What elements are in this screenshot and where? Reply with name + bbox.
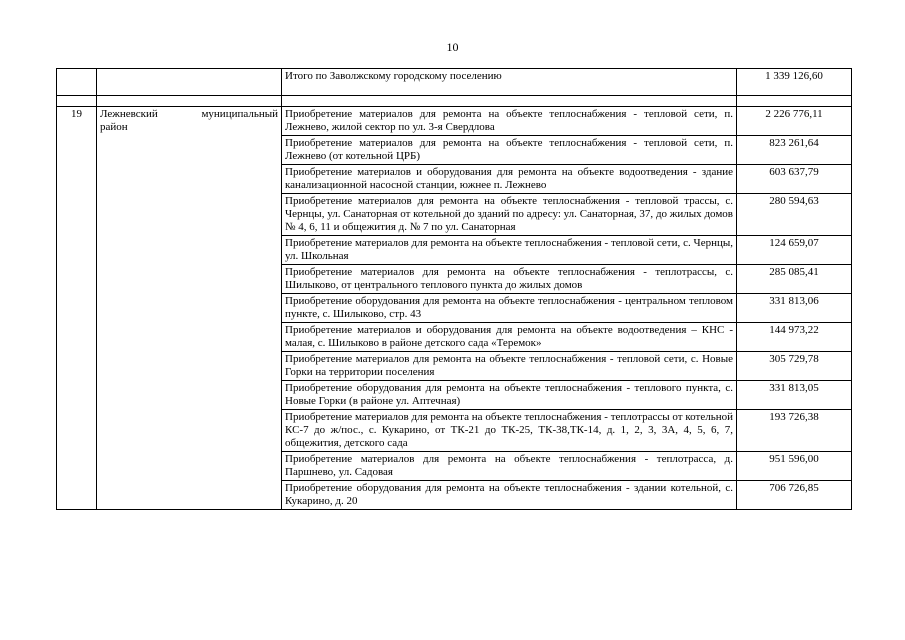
item-description: Приобретение материалов для ремонта на объекте теплоснабжения - теплотрассы, с. Шилыково, от центрального теплового пункта до жилых домов bbox=[282, 265, 737, 294]
section-number: 19 bbox=[57, 107, 97, 510]
item-amount: 144 973,22 bbox=[737, 323, 852, 352]
item-amount: 305 729,78 bbox=[737, 352, 852, 381]
item-description: Приобретение материалов и оборудования для ремонта на объекте водоотведения - здание канализационной насосной станции, южнее п. Лежнево bbox=[282, 165, 737, 194]
item-amount: 2 226 776,11 bbox=[737, 107, 852, 136]
item-amount: 331 813,05 bbox=[737, 381, 852, 410]
district-name-word: муниципальный bbox=[201, 108, 278, 120]
item-amount: 823 261,64 bbox=[737, 136, 852, 165]
expenditure-table bbox=[56, 68, 852, 510]
item-amount: 193 726,38 bbox=[737, 410, 852, 452]
total-amount: 1 339 126,60 bbox=[737, 69, 852, 96]
total-district-cell bbox=[97, 69, 282, 96]
item-amount: 951 596,00 bbox=[737, 452, 852, 481]
item-amount: 603 637,79 bbox=[737, 165, 852, 194]
item-description: Приобретение материалов для ремонта на объекте теплоснабжения - теплотрасса, д. Паршнево, ул. Садовая bbox=[282, 452, 737, 481]
spacer-cell bbox=[97, 96, 282, 107]
item-description: Приобретение материалов для ремонта на объекте теплоснабжения - тепловой сети, с. Новые Горки на территории поселения bbox=[282, 352, 737, 381]
spacer-cell bbox=[737, 96, 852, 107]
total-num-cell bbox=[57, 69, 97, 96]
item-description: Приобретение материалов и оборудования для ремонта на объекте водоотведения – КНС - малая, с. Шилыково в районе детского сада «Теремок» bbox=[282, 323, 737, 352]
item-amount: 285 085,41 bbox=[737, 265, 852, 294]
district-name-word: Лежневский bbox=[100, 108, 158, 120]
item-amount: 706 726,85 bbox=[737, 481, 852, 510]
item-description: Приобретение материалов для ремонта на объекте теплоснабжения - тепловой трассы, с. Чернцы, ул. Санаторная от котельной до зданий по адресу: ул. Санаторная, 37, до жилых домов № 4, 6, 11 и общежития д. № 7 по ул. Санаторная bbox=[282, 194, 737, 236]
table-row bbox=[57, 107, 852, 136]
page-number: 10 bbox=[446, 40, 459, 54]
total-row bbox=[57, 69, 852, 96]
district-name-word: район bbox=[100, 121, 128, 133]
district-cell bbox=[97, 107, 282, 510]
item-description: Приобретение материалов для ремонта на объекте теплоснабжения - тепловой сети, п. Лежнево (от котельной ЦРБ) bbox=[282, 136, 737, 165]
total-label: Итого по Заволжскому городскому поселению bbox=[282, 69, 737, 96]
spacer-cell bbox=[57, 96, 97, 107]
item-description: Приобретение оборудования для ремонта на объекте теплоснабжения - теплового пункта, с. Новые Горки (в районе ул. Аптечная) bbox=[282, 381, 737, 410]
spacer-cell bbox=[282, 96, 737, 107]
item-amount: 124 659,07 bbox=[737, 236, 852, 265]
item-description: Приобретение материалов для ремонта на объекте теплоснабжения - теплотрассы от котельной КС-7 до ж/пос., с. Кукарино, от ТК-21 до ТК-25, ТК-38,ТК-14, д. 1, 2, 3, 3А, 4, 5, 6, 7, общежития, детского сада bbox=[282, 410, 737, 452]
item-description: Приобретение материалов для ремонта на объекте теплоснабжения - тепловой сети, п. Лежнево, жилой сектор по ул. 3-я Свердлова bbox=[282, 107, 737, 136]
item-description: Приобретение материалов для ремонта на объекте теплоснабжения - тепловой сети, с. Чернцы, ул. Школьная bbox=[282, 236, 737, 265]
item-amount: 331 813,06 bbox=[737, 294, 852, 323]
spacer-row bbox=[57, 96, 852, 107]
item-amount: 280 594,63 bbox=[737, 194, 852, 236]
item-description: Приобретение оборудования для ремонта на объекте теплоснабжения - здании котельной, с. Кукарино, д. 20 bbox=[282, 481, 737, 510]
item-description: Приобретение оборудования для ремонта на объекте теплоснабжения - центральном тепловом пункте, с. Шилыково, стр. 43 bbox=[282, 294, 737, 323]
